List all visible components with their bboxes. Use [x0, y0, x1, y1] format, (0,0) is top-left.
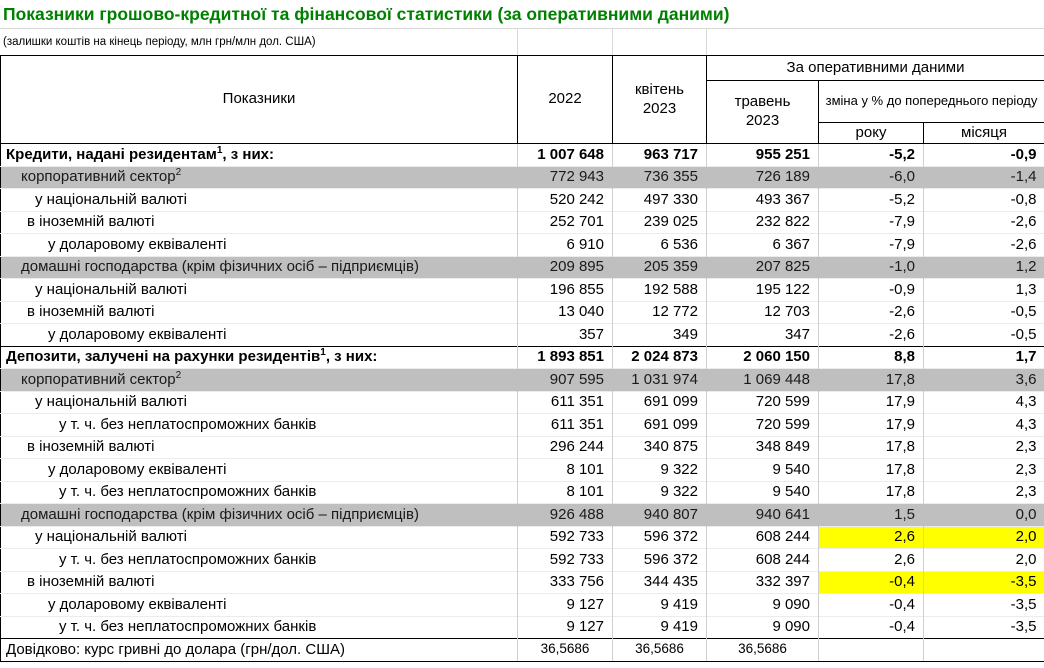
cell-value[interactable]: 344 435 — [613, 571, 707, 594]
footnote-marker: 2 — [175, 369, 182, 381]
header-change-month: місяця — [924, 123, 1044, 144]
cell-value[interactable]: 6 910 — [518, 234, 613, 257]
table-row — [1, 639, 1044, 662]
row-label[interactable]: Депозити, залучені на рахунки резидентів$^1$, з них: — [1, 346, 518, 369]
cell-value[interactable]: -1,0 — [819, 256, 924, 279]
cell-value[interactable]: 195 122 — [707, 279, 819, 302]
table-row — [1, 369, 1044, 392]
cell-value[interactable]: 348 849 — [707, 436, 819, 459]
cell-value[interactable]: 592 733 — [518, 549, 613, 572]
table-row — [1, 436, 1044, 459]
table-row — [1, 481, 1044, 504]
cell-value[interactable]: 2,6 — [819, 526, 924, 549]
row-label[interactable]: у національній валюті — [1, 526, 518, 549]
cell-value[interactable]: -5,2 — [819, 189, 924, 212]
cell-value[interactable]: -7,9 — [819, 234, 924, 257]
footnote-marker: 1 — [320, 347, 326, 358]
table-row — [1, 346, 1044, 369]
row-label[interactable]: у т. ч. без неплатоспроможних банків — [1, 414, 518, 437]
header-indicators: Показники — [1, 56, 518, 144]
cell-value[interactable]: 0,0 — [924, 504, 1044, 527]
cell-value[interactable]: 4,3 — [924, 391, 1044, 414]
table-row — [1, 166, 1044, 189]
cell-value[interactable]: 207 825 — [707, 256, 819, 279]
cell-value[interactable]: 17,8 — [819, 436, 924, 459]
table-row — [1, 211, 1044, 234]
table-row — [1, 324, 1044, 347]
cell-value[interactable]: 9 090 — [707, 594, 819, 617]
cell-value[interactable]: 9 540 — [707, 459, 819, 482]
header-operational-group: За оперативними даними — [707, 56, 1044, 81]
table-row — [1, 234, 1044, 257]
row-label[interactable]: у т. ч. без неплатоспроможних банків — [1, 616, 518, 639]
cell-value[interactable]: 9 419 — [613, 616, 707, 639]
table-row — [1, 616, 1044, 639]
table-row — [1, 391, 1044, 414]
row-label[interactable]: у національній валюті — [1, 279, 518, 302]
footnote-marker: 2 — [175, 167, 182, 178]
cell-value[interactable]: 1 031 974 — [613, 369, 707, 392]
cell-value[interactable]: 36,5686 — [518, 639, 613, 662]
cell-value[interactable]: 333 756 — [518, 571, 613, 594]
cell-value[interactable]: 9 322 — [613, 459, 707, 482]
row-label[interactable]: у доларовому еквіваленті — [1, 324, 518, 347]
cell-value[interactable]: 772 943 — [518, 166, 613, 189]
cell-value[interactable]: 2 024 873 — [613, 346, 707, 369]
cell-value[interactable]: 9 090 — [707, 616, 819, 639]
subtitle-band — [0, 29, 1044, 55]
cell-value[interactable]: 192 588 — [613, 279, 707, 302]
table-row — [1, 144, 1044, 167]
gridline — [706, 29, 707, 55]
cell-value[interactable]: -0,5 — [924, 301, 1044, 324]
row-label[interactable]: у т. ч. без неплатоспроможних банків — [1, 549, 518, 572]
cell-value[interactable]: -6,0 — [819, 166, 924, 189]
row-label[interactable]: корпоративний сектор$^2$ — [1, 166, 518, 189]
cell-value[interactable]: 6 536 — [613, 234, 707, 257]
cell-value[interactable]: 592 733 — [518, 526, 613, 549]
cell-value[interactable]: -2,6 — [924, 234, 1044, 257]
row-label[interactable]: в іноземній валюті — [1, 571, 518, 594]
cell-value[interactable]: 36,5686 — [613, 639, 707, 662]
cell-value[interactable]: 252 701 — [518, 211, 613, 234]
cell-value[interactable]: -0,9 — [819, 279, 924, 302]
table-row — [1, 279, 1044, 302]
row-label[interactable]: Довідково: курс гривні до долара (грн/дол. США) — [1, 639, 518, 662]
cell-value[interactable]: -0,5 — [924, 324, 1044, 347]
header-change-year: року — [819, 123, 924, 144]
cell-value[interactable]: 1 007 648 — [518, 144, 613, 167]
table-row — [1, 414, 1044, 437]
cell-value[interactable]: 963 717 — [613, 144, 707, 167]
cell-value[interactable]: 691 099 — [613, 391, 707, 414]
table-row — [1, 594, 1044, 617]
cell-value[interactable]: 736 355 — [613, 166, 707, 189]
cell-value[interactable]: 608 244 — [707, 526, 819, 549]
cell-value[interactable]: 596 372 — [613, 526, 707, 549]
row-label[interactable]: у національній валюті — [1, 391, 518, 414]
cell-value[interactable]: 611 351 — [518, 414, 613, 437]
row-label[interactable]: у доларовому еквіваленті — [1, 459, 518, 482]
cell-value[interactable]: 6 367 — [707, 234, 819, 257]
cell-value[interactable]: 2,3 — [924, 481, 1044, 504]
cell-value[interactable]: 611 351 — [518, 391, 613, 414]
cell-value[interactable]: 726 189 — [707, 166, 819, 189]
cell-value[interactable]: 940 807 — [613, 504, 707, 527]
cell-value[interactable]: 497 330 — [613, 189, 707, 212]
cell-value[interactable]: 239 025 — [613, 211, 707, 234]
cell-value[interactable]: 357 — [518, 324, 613, 347]
table-body — [1, 144, 1044, 662]
cell-value[interactable]: -3,5 — [924, 594, 1044, 617]
cell-value[interactable] — [819, 639, 924, 662]
cell-value[interactable]: 2,0 — [924, 526, 1044, 549]
gridline — [612, 29, 613, 55]
title-band — [0, 0, 1044, 29]
cell-value[interactable]: -3,5 — [924, 571, 1044, 594]
cell-value[interactable]: 3,6 — [924, 369, 1044, 392]
cell-value[interactable]: 720 599 — [707, 414, 819, 437]
cell-value[interactable]: 332 397 — [707, 571, 819, 594]
cell-value[interactable]: 720 599 — [707, 391, 819, 414]
row-label[interactable]: Кредити, надані резидентам$^1$, з них: — [1, 144, 518, 167]
row-label[interactable]: домашні господарства (крім фізичних осіб – підприємців) — [1, 504, 518, 527]
cell-value[interactable]: 9 127 — [518, 594, 613, 617]
footnote-marker: 1 — [216, 144, 223, 156]
cell-value[interactable]: -2,6 — [819, 301, 924, 324]
cell-value[interactable]: 1,3 — [924, 279, 1044, 302]
statistics-table — [0, 55, 1044, 662]
cell-value[interactable]: 232 822 — [707, 211, 819, 234]
table-row — [1, 256, 1044, 279]
cell-value[interactable]: 209 895 — [518, 256, 613, 279]
cell-value[interactable]: 2,6 — [819, 549, 924, 572]
cell-value[interactable]: 17,8 — [819, 459, 924, 482]
cell-value[interactable]: 8,8 — [819, 346, 924, 369]
row-label[interactable]: в іноземній валюті — [1, 436, 518, 459]
table-row — [1, 526, 1044, 549]
cell-value[interactable]: -5,2 — [819, 144, 924, 167]
cell-value[interactable]: 1 069 448 — [707, 369, 819, 392]
table-row — [1, 549, 1044, 572]
cell-value[interactable]: 2,3 — [924, 436, 1044, 459]
cell-value[interactable]: 12 772 — [613, 301, 707, 324]
cell-value[interactable]: 296 244 — [518, 436, 613, 459]
cell-value[interactable]: 9 419 — [613, 594, 707, 617]
row-label[interactable]: у т. ч. без неплатоспроможних банків — [1, 481, 518, 504]
cell-value[interactable]: 691 099 — [613, 414, 707, 437]
cell-value[interactable]: -3,5 — [924, 616, 1044, 639]
table-row — [1, 301, 1044, 324]
header-change-group: зміна у % до попереднього періоду — [819, 81, 1044, 123]
cell-value[interactable] — [924, 639, 1044, 662]
cell-value[interactable]: -0,9 — [924, 144, 1044, 167]
cell-value[interactable]: -7,9 — [819, 211, 924, 234]
cell-value[interactable]: -0,8 — [924, 189, 1044, 212]
cell-value[interactable]: 205 359 — [613, 256, 707, 279]
cell-value[interactable]: 340 875 — [613, 436, 707, 459]
row-label[interactable]: в іноземній валюті — [1, 211, 518, 234]
cell-value[interactable]: 520 242 — [518, 189, 613, 212]
cell-value[interactable]: 608 244 — [707, 549, 819, 572]
cell-value[interactable]: 1,7 — [924, 346, 1044, 369]
cell-value[interactable]: 4,3 — [924, 414, 1044, 437]
cell-value[interactable]: 12 703 — [707, 301, 819, 324]
cell-value[interactable]: 17,8 — [819, 481, 924, 504]
cell-value[interactable]: 17,9 — [819, 391, 924, 414]
row-label[interactable]: у національній валюті — [1, 189, 518, 212]
table-row — [1, 504, 1044, 527]
cell-value[interactable]: 196 855 — [518, 279, 613, 302]
page-title: Показники грошово-кредитної та фінансової статистики (за оперативними даними) — [3, 3, 730, 24]
cell-value[interactable]: -0,4 — [819, 616, 924, 639]
table-header — [1, 56, 1044, 144]
cell-value[interactable]: 2 060 150 — [707, 346, 819, 369]
table-row — [1, 571, 1044, 594]
cell-value[interactable]: 8 101 — [518, 459, 613, 482]
header-april-2023: квітень 2023 — [613, 56, 707, 144]
cell-value[interactable]: 17,8 — [819, 369, 924, 392]
cell-value[interactable]: 907 595 — [518, 369, 613, 392]
table-row — [1, 459, 1044, 482]
cell-value[interactable]: -2,6 — [924, 211, 1044, 234]
row-label[interactable]: в іноземній валюті — [1, 301, 518, 324]
row-label[interactable]: у доларовому еквіваленті — [1, 594, 518, 617]
cell-value[interactable]: 9 127 — [518, 616, 613, 639]
cell-value[interactable]: 926 488 — [518, 504, 613, 527]
cell-value[interactable]: 596 372 — [613, 549, 707, 572]
gridline — [517, 29, 518, 55]
row-label[interactable]: у доларовому еквіваленті — [1, 234, 518, 257]
cell-value[interactable]: 36,5686 — [707, 639, 819, 662]
cell-value[interactable]: 2,0 — [924, 549, 1044, 572]
cell-value[interactable]: 2,3 — [924, 459, 1044, 482]
cell-value[interactable]: 940 641 — [707, 504, 819, 527]
cell-value[interactable]: 8 101 — [518, 481, 613, 504]
cell-value[interactable]: -2,6 — [819, 324, 924, 347]
cell-value[interactable]: -1,4 — [924, 166, 1044, 189]
cell-value[interactable]: 1 893 851 — [518, 346, 613, 369]
cell-value[interactable]: 955 251 — [707, 144, 819, 167]
row-label[interactable]: корпоративний сектор$^2$ — [1, 369, 518, 392]
cell-value[interactable]: 13 040 — [518, 301, 613, 324]
page-subtitle: (залишки коштів на кінець періоду, млн грн/млн дол. США) — [3, 36, 316, 48]
header-may-2023: травень 2023 — [707, 81, 819, 144]
cell-value[interactable]: -0,4 — [819, 571, 924, 594]
cell-value[interactable]: -0,4 — [819, 594, 924, 617]
row-label[interactable]: домашні господарства (крім фізичних осіб – підприємців) — [1, 256, 518, 279]
cell-value[interactable]: 347 — [707, 324, 819, 347]
cell-value[interactable]: 349 — [613, 324, 707, 347]
cell-value[interactable]: 9 540 — [707, 481, 819, 504]
table-row — [1, 189, 1044, 212]
header-2022: 2022 — [518, 56, 613, 144]
cell-value[interactable]: 493 367 — [707, 189, 819, 212]
cell-value[interactable]: 1,5 — [819, 504, 924, 527]
cell-value[interactable]: 1,2 — [924, 256, 1044, 279]
cell-value[interactable]: 17,9 — [819, 414, 924, 437]
cell-value[interactable]: 9 322 — [613, 481, 707, 504]
